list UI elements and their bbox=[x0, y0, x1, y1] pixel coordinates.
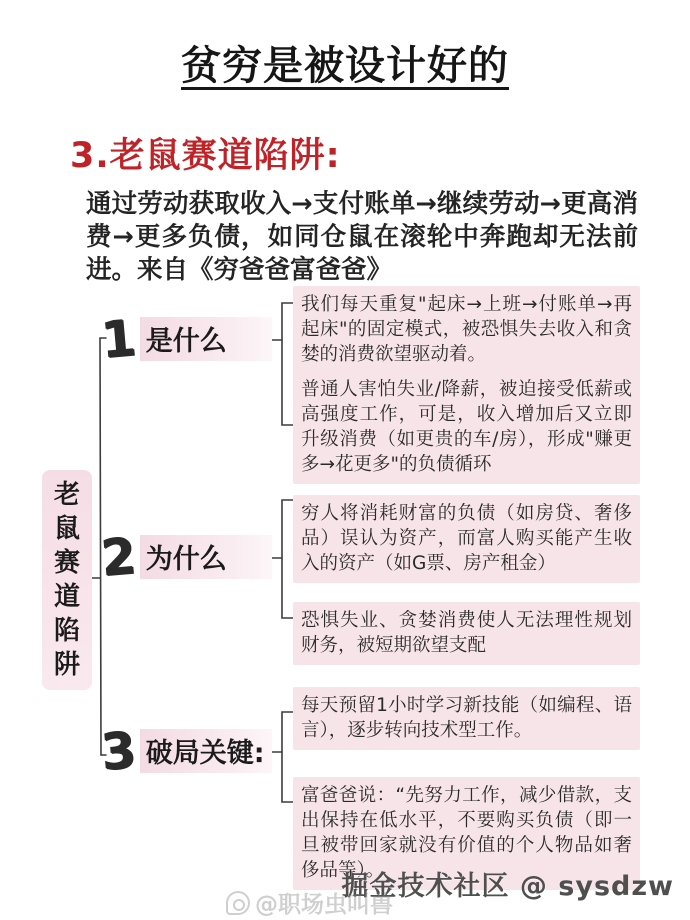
intro-paragraph: 通过劳动获取收入→支付账单→继续劳动→更高消费→更多负债，如同仓鼠在滚轮中奔跑却无法前进。来自《穷爸爸富爸爸》 bbox=[86, 189, 638, 285]
branch-1-label: 是什么 bbox=[140, 317, 272, 361]
branch-2-number: 2 bbox=[98, 526, 139, 588]
branch1-bracket bbox=[282, 303, 293, 425]
note-box-what-1: 我们每天重复"起床→上班→付账单→再起床"的固定模式，被恐惧失去收入和贪婪的消费欲望驱动着。 bbox=[293, 286, 640, 374]
branch-node-2 bbox=[98, 526, 272, 588]
branch-1-number: 1 bbox=[98, 308, 139, 370]
branch-3-label: 破局关键: bbox=[140, 729, 272, 773]
branch-2-label: 为什么 bbox=[140, 535, 272, 579]
note-box-what-2: 普通人害怕失业/降薪，被迫接受低薪或高强度工作，可是，收入增加后又立即升级消费（如更贵的车/房），形成"赚更多→花更多"的负债循环 bbox=[293, 371, 640, 484]
community-credit: 掘金技术社区 @ sysdzw bbox=[341, 871, 674, 902]
branch-node-3 bbox=[98, 720, 272, 782]
branch-node-1 bbox=[98, 308, 272, 370]
note-box-solution-1: 每天预留1小时学习新技能（如编程、语言），逐步转向技术型工作。 bbox=[293, 687, 640, 750]
branch2-bracket bbox=[282, 500, 293, 618]
weibo-watermark bbox=[226, 886, 393, 919]
note-box-solution-2: 富爸爸说：“先努力工作，减少借款，支出保持在低水平，不要购买负债（即一旦被带回家就没有价值的个人物品如奢侈品等）。 bbox=[293, 777, 640, 890]
page-title: 贫穷是被设计好的 bbox=[181, 43, 509, 89]
note-box-why-1: 穷人将消耗财富的负债（如房贷、奢侈品）误认为资产，而富人购买能产生收入的资产（如G票、房产租金） bbox=[293, 495, 640, 583]
branch3-bracket bbox=[282, 712, 293, 802]
weibo-eye-icon bbox=[226, 891, 250, 915]
root-node-label: 老鼠赛道陷阱 bbox=[42, 470, 92, 690]
note-box-why-2: 恐惧失业、贪婪消费使人无法理性规划财务，被短期欲望支配 bbox=[293, 602, 640, 665]
watermark-text: @职场虫叫兽 bbox=[255, 892, 393, 918]
branch-3-number: 3 bbox=[98, 720, 139, 782]
section-heading: 3.老鼠赛道陷阱: bbox=[70, 136, 341, 176]
